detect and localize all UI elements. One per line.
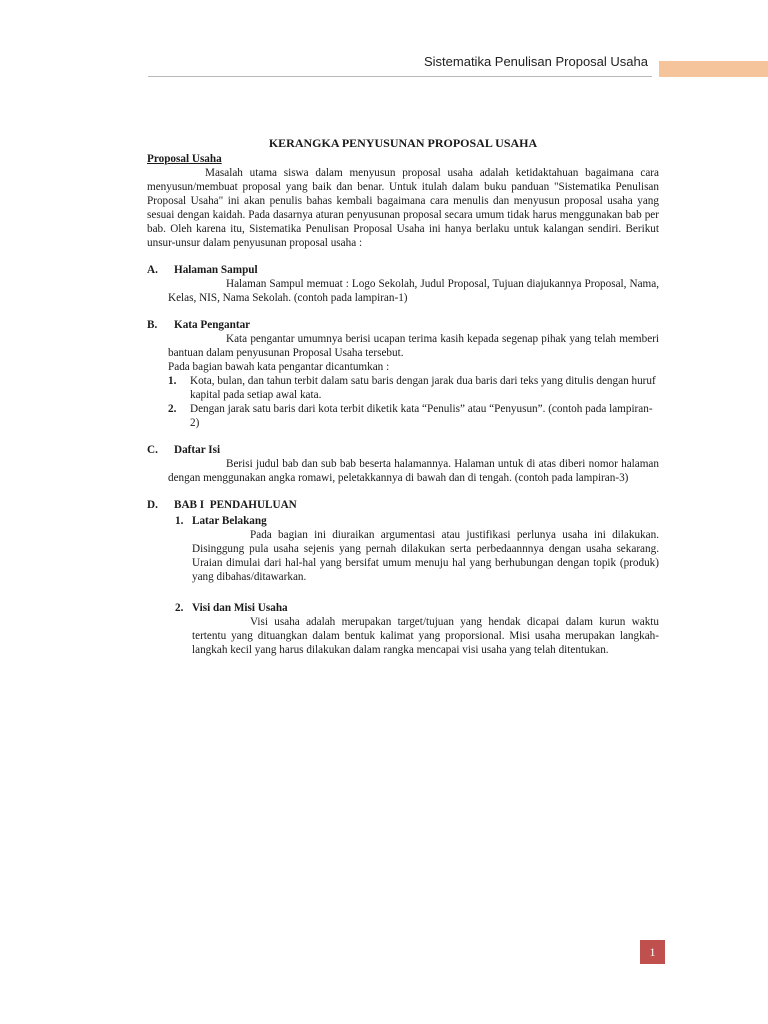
section-daftar-isi	[147, 443, 659, 485]
list-number: 1.	[168, 375, 177, 387]
subsection-paragraph: Visi usaha adalah merupakan target/tujuan yang hendak dicapai dalam kurun waktu tertentu yang dituangkan dalam bentuk kalimat yang proporsional. Misi usaha merupakan langkah-langkah kecil yang harus dilakukan dalam rangka mencapai visi usaha yang telah ditentukan.	[192, 616, 659, 656]
section-letter: B.	[147, 319, 158, 331]
page-number-badge: 1	[640, 940, 665, 964]
section-halaman-sampul	[147, 263, 659, 305]
list-text: Dengan jarak satu baris dari kota terbit diketik kata “Penulis” atau “Penyusun”. (contoh pada lampiran-2)	[190, 403, 653, 429]
section-heading: Halaman Sampul	[174, 264, 258, 276]
subsection-number: 2.	[175, 602, 184, 614]
list-number: 2.	[168, 403, 177, 415]
subsection-visi-misi	[147, 601, 659, 657]
intro-paragraph: Masalah utama siswa dalam menyusun proposal usaha adalah ketidaktahuan bagaimana cara menyusun/membuat proposal yang baik dan benar. Untuk itulah dalam buku panduan "Sistematika Penulisan Proposal Usaha" ini akan penulis bahas kembali bagaimana cara menulis dan menyusun proposal usaha yang sesuai dengan kaidah. Pada dasarnya aturan penyusunan proposal secara umum tidak harus menggunakan bab per bab. Oleh karena itu, Sistematika Penulisan Proposal Usaha ini hanya berlaku untuk kalangan sendiri. Berikut unsur-unsur dalam penyusunan proposal usaha :	[147, 167, 659, 249]
subsection-heading: Latar Belakang	[192, 515, 267, 527]
subsection-latar-belakang	[147, 514, 659, 584]
header-title: Sistematika Penulisan Proposal Usaha	[423, 54, 648, 69]
numbered-list	[168, 374, 659, 430]
list-text: Kota, bulan, dan tahun terbit dalam satu baris dengan jarak dua baris dari teks yang ditulis dengan huruf kapital pada setiap awal kata.	[190, 375, 656, 401]
section-paragraph: Kata pengantar umumnya berisi ucapan terima kasih kepada segenap pihak yang telah memberi bantuan dalam penyusunan Proposal Usaha tersebut.	[168, 333, 659, 359]
section-kata-pengantar	[147, 318, 659, 430]
section-paragraph: Halaman Sampul memuat : Logo Sekolah, Judul Proposal, Tujuan diajukannya Proposal, Nama, Kelas, NIS, Nama Sekolah. (contoh pada lampiran-1)	[168, 278, 659, 304]
document-body	[147, 136, 659, 657]
section-letter: C.	[147, 444, 158, 456]
section-letter: D.	[147, 499, 158, 511]
subsection-heading: Visi dan Misi Usaha	[192, 602, 288, 614]
section-heading: BAB I PENDAHULUAN	[174, 499, 297, 511]
section-bab-pendahuluan	[147, 498, 659, 657]
section-note: Pada bagian bawah kata pengantar dicantumkan :	[168, 361, 390, 373]
section-heading: Daftar Isi	[174, 444, 221, 456]
list-item	[168, 374, 659, 402]
document-title: KERANGKA PENYUSUNAN PROPOSAL USAHA	[268, 136, 538, 150]
section-letter: A.	[147, 264, 158, 276]
document-subtitle: Proposal Usaha	[147, 153, 222, 165]
subsection-paragraph: Pada bagian ini diuraikan argumentasi atau justifikasi perlunya usaha ini dilakukan. Disinggung pula usaha sejenis yang pernah dilakukan serta perbedaannnya dengan usaha sekarang. Uraian dimulai dari hal-hal yang bersifat umum menuju hal yang berhubungan dengan topik (produk) yang dibahas/ditawarkan.	[192, 529, 659, 583]
header-rule	[148, 76, 652, 77]
subsection-number: 1.	[175, 515, 184, 527]
section-heading: Kata Pengantar	[174, 319, 251, 331]
section-paragraph: Berisi judul bab dan sub bab beserta halamannya. Halaman untuk di atas diberi nomor halaman dengan menggunakan angka romawi, peletakkannya di bawah dan di tengah. (contoh pada lampiran-3)	[168, 458, 659, 484]
header-accent-bar	[659, 61, 768, 77]
list-item	[168, 402, 659, 430]
